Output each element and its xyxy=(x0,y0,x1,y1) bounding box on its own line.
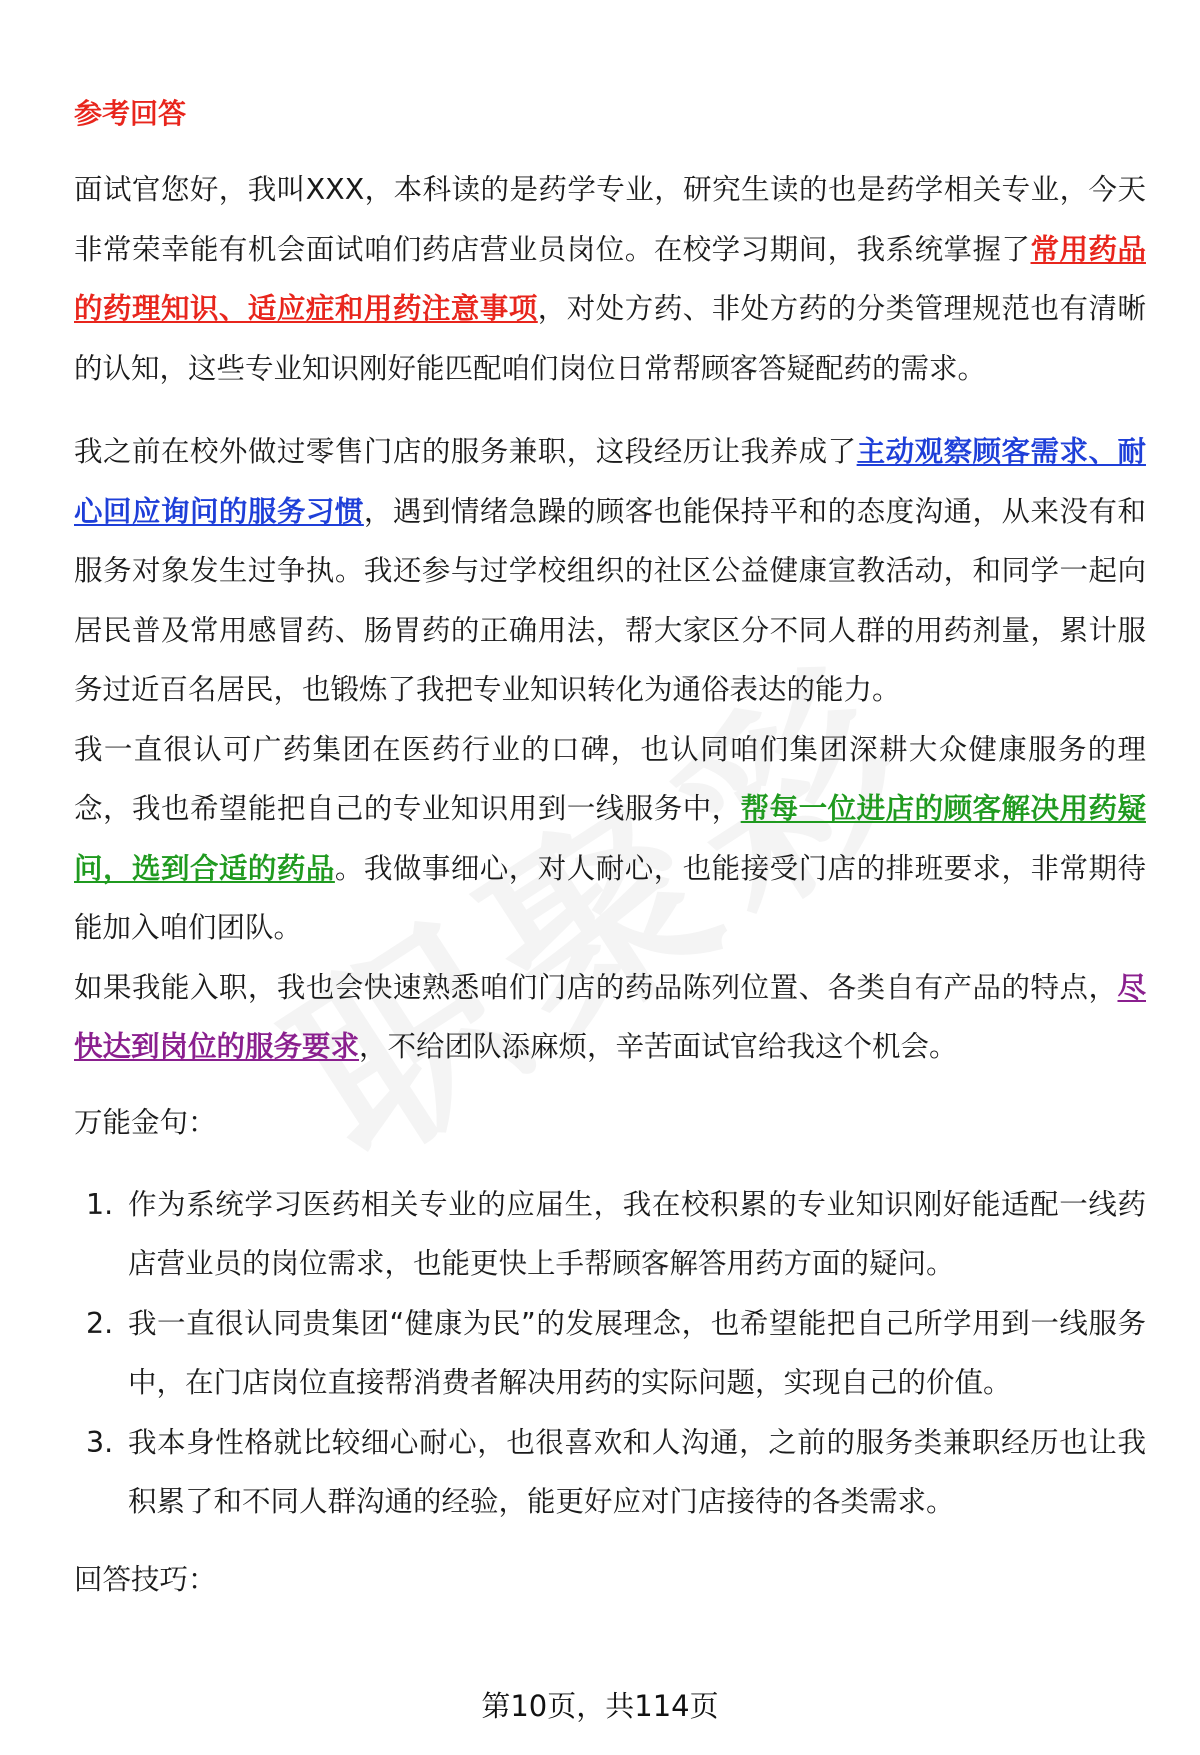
golden-sentences-list xyxy=(74,1175,1146,1532)
answer-paragraph-1 xyxy=(74,160,1146,398)
paragraph-text: 如果我能入职，我也会快速熟悉咱们门店的药品陈列位置、各类自有产品的特点， xyxy=(74,970,1118,1004)
paragraph-text: ，对处方药、非处方药的分类管理规范也有清晰的认知，这些专业知识刚好能匹配咱们岗位日常帮顾客答疑配药的需求。 xyxy=(74,292,1146,385)
list-item xyxy=(74,1175,1146,1294)
list-number: 2. xyxy=(86,1306,114,1340)
highlight-purple: 尽快达到岗位的服务要求 xyxy=(74,970,1146,1063)
highlight-green: 帮每一位进店的顾客解决用药疑问，选到合适的药品 xyxy=(74,792,1146,885)
highlight-blue: 主动观察顾客需求、耐心回应询问的服务习惯 xyxy=(74,435,1146,528)
answer-paragraph-4 xyxy=(74,958,1146,1077)
list-number: 1. xyxy=(86,1187,114,1221)
answer-paragraph-3 xyxy=(74,720,1146,958)
paragraph-text: 我之前在校外做过零售门店的服务兼职，这段经历让我养成了 xyxy=(74,435,857,468)
list-item xyxy=(74,1413,1146,1532)
list-item xyxy=(74,1294,1146,1413)
list-number: 3. xyxy=(86,1425,114,1459)
answer-tips-label: 回答技巧： xyxy=(74,1562,217,1596)
paragraph-text: 面试官您好，我叫XXX，本科读的是药学专业，研究生读的也是药学相关专业，今天非常荣幸能有机会面试咱们药店营业员岗位。在校学习期间，我系统掌握了 xyxy=(74,173,1146,266)
list-item-text: 我本身性格就比较细心耐心，也很喜欢和人沟通，之前的服务类兼职经历也让我积累了和不同人群沟通的经验，能更好应对门店接待的各类需求。 xyxy=(128,1425,1146,1518)
paragraph-text: ，遇到情绪急躁的顾客也能保持平和的态度沟通，从来没有和服务对象发生过争执。我还参与过学校组织的社区公益健康宣教活动，和同学一起向居民普及常用感冒药、肠胃药的正确用法，帮大家区分不同人群的用药剂量，累计服务过近百名居民，也锻炼了我把专业知识转化为通俗表达的能力。 xyxy=(74,494,1146,706)
list-item-text: 我一直很认同贵集团“健康为民”的发展理念，也希望能把自己所学用到一线服务中，在门店岗位直接帮消费者解决用药的实际问题，实现自己的价值。 xyxy=(128,1306,1146,1399)
document-body xyxy=(74,96,1146,1600)
answer-paragraph-2 xyxy=(74,422,1146,720)
section-heading: 参考回答 xyxy=(74,97,187,130)
paragraph-text: 我一直很认可广药集团在医药行业的口碑，也认同咱们集团深耕大众健康服务的理念，我也希望能把自己的专业知识用到一线服务中， xyxy=(74,732,1146,825)
paragraph-text: 。我做事细心，对人耐心，也能接受门店的排班要求，非常期待能加入咱们团队。 xyxy=(74,851,1146,944)
list-item-text: 作为系统学习医药相关专业的应届生，我在校积累的专业知识刚好能适配一线药店营业员的岗位需求，也能更快上手帮顾客解答用药方面的疑问。 xyxy=(128,1187,1146,1280)
golden-sentences-label: 万能金句： xyxy=(74,1105,217,1139)
highlight-red: 常用药品的药理知识、适应症和用药注意事项 xyxy=(74,232,1146,325)
page-number: 第10页，共114页 xyxy=(481,1689,719,1723)
paragraph-text: ，不给团队添麻烦，辛苦面试官给我这个机会。 xyxy=(359,1030,958,1063)
